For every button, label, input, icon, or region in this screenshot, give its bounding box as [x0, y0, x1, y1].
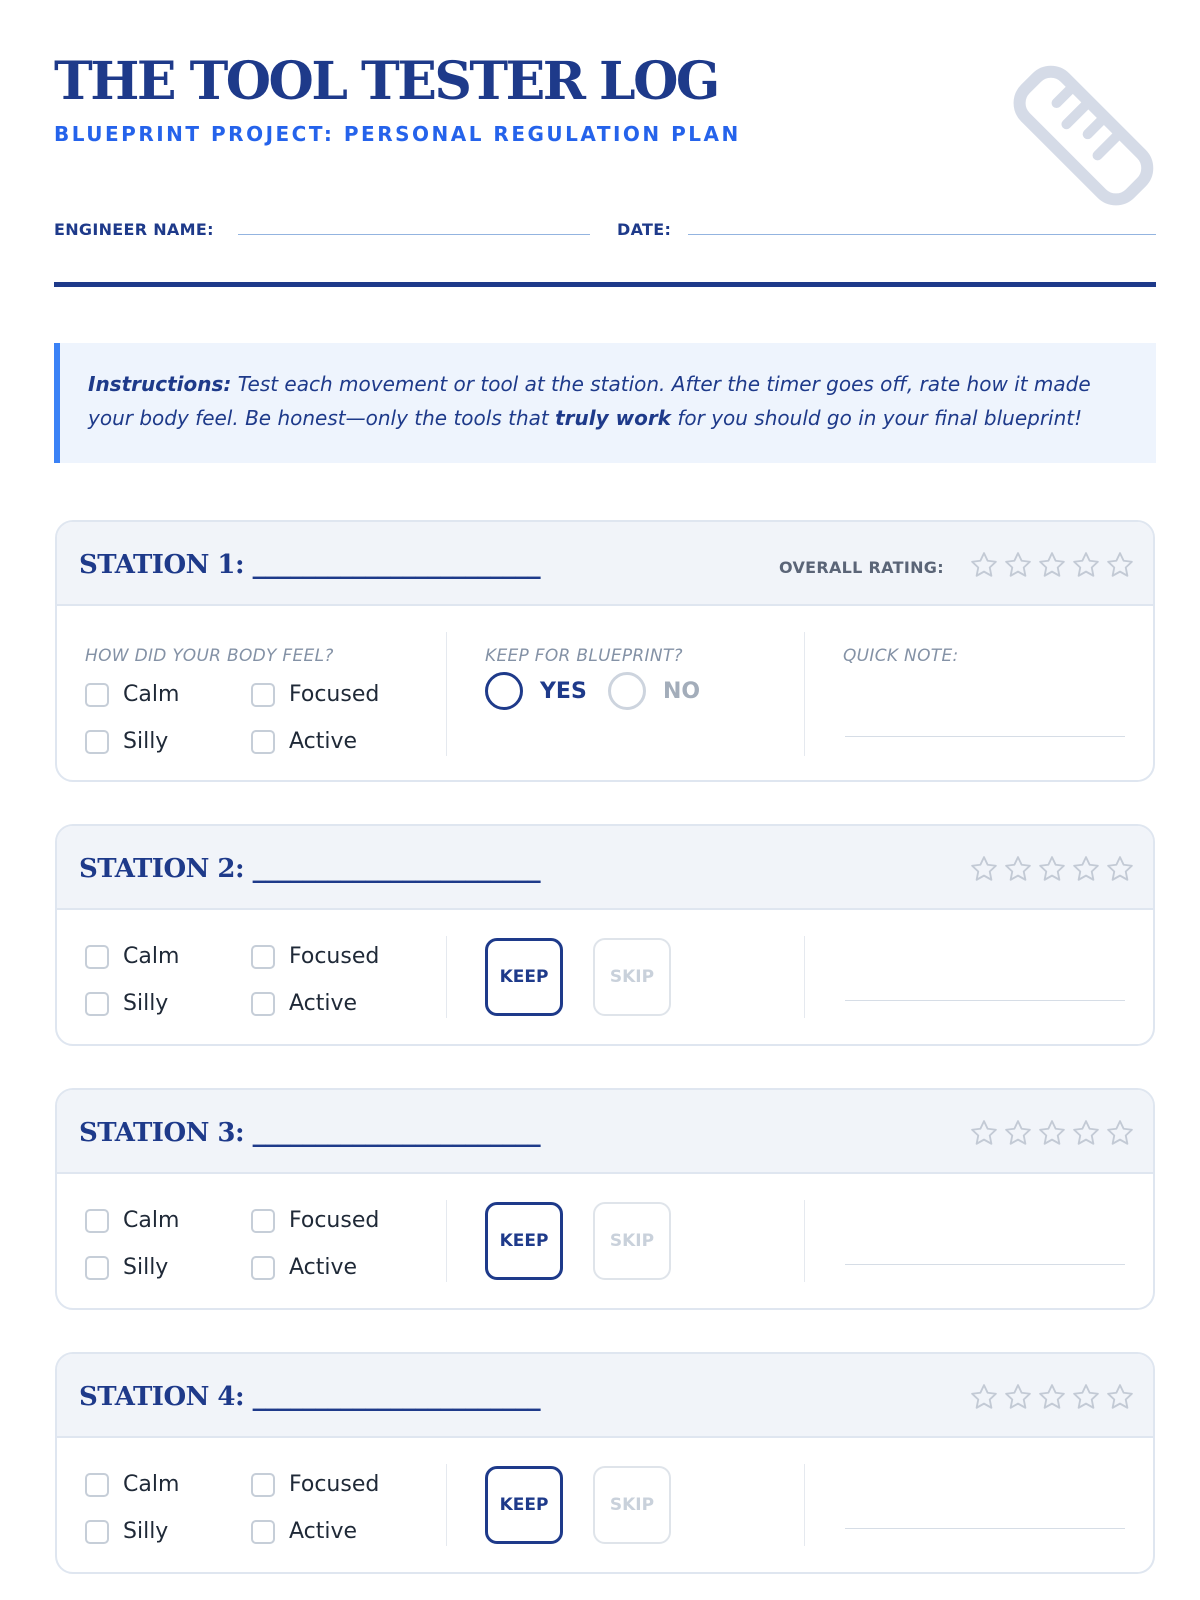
- star-outline-icon[interactable]: [1071, 854, 1101, 884]
- no-label: NO: [663, 679, 701, 704]
- star-rating: [969, 1382, 1139, 1412]
- option-active[interactable]: [251, 1519, 357, 1544]
- checkbox[interactable]: [251, 1520, 275, 1544]
- keep-label: KEEP FOR BLUEPRINT?: [485, 646, 683, 666]
- station-header: [57, 1090, 1153, 1174]
- option-label: Silly: [123, 1519, 169, 1544]
- option-focused[interactable]: [251, 944, 379, 969]
- checkbox[interactable]: [85, 1209, 109, 1233]
- option-calm[interactable]: [85, 1208, 179, 1233]
- keep-button[interactable]: KEEP: [485, 1466, 563, 1544]
- ruler-icon: [1000, 55, 1165, 220]
- star-outline-icon[interactable]: [1003, 1118, 1033, 1148]
- star-rating: [969, 1118, 1139, 1148]
- page-subtitle: BLUEPRINT PROJECT: PERSONAL REGULATION PLAN: [54, 122, 741, 146]
- quick-note-field[interactable]: [845, 736, 1125, 737]
- star-outline-icon[interactable]: [1105, 550, 1135, 580]
- option-silly[interactable]: [85, 1519, 168, 1544]
- option-silly[interactable]: [85, 729, 168, 754]
- info-fields: [54, 216, 1156, 246]
- station-card-3: [55, 1088, 1155, 1310]
- engineer-name-label: ENGINEER NAME:: [54, 220, 214, 239]
- column-divider: [446, 1200, 447, 1282]
- no-radio[interactable]: [608, 672, 646, 710]
- quick-note-field[interactable]: [845, 1000, 1125, 1001]
- overall-rating-label: OVERALL RATING:: [779, 558, 944, 577]
- checkbox[interactable]: [251, 1473, 275, 1497]
- star-outline-icon[interactable]: [969, 854, 999, 884]
- checkbox[interactable]: [85, 945, 109, 969]
- checkbox[interactable]: [85, 730, 109, 754]
- checkbox[interactable]: [85, 1256, 109, 1280]
- keep-button[interactable]: KEEP: [485, 1202, 563, 1280]
- checkbox[interactable]: [251, 683, 275, 707]
- option-label: Calm: [123, 682, 180, 707]
- star-rating: [969, 854, 1139, 884]
- option-label: Silly: [123, 1255, 169, 1280]
- station-title: STATION 3: _______________________: [79, 1118, 541, 1148]
- note-label: QUICK NOTE:: [843, 646, 959, 666]
- star-outline-icon[interactable]: [1071, 1382, 1101, 1412]
- instructions-lead: Instructions:: [88, 372, 232, 396]
- quick-note-field[interactable]: [845, 1264, 1125, 1265]
- skip-button[interactable]: SKIP: [593, 1466, 671, 1544]
- option-label: Silly: [123, 729, 169, 754]
- header-divider: [54, 282, 1156, 287]
- column-divider: [446, 1464, 447, 1546]
- checkbox[interactable]: [251, 730, 275, 754]
- option-calm[interactable]: [85, 944, 179, 969]
- station-title: STATION 2: _______________________: [79, 854, 541, 884]
- column-divider: [804, 632, 805, 756]
- yes-radio[interactable]: [485, 672, 523, 710]
- star-outline-icon[interactable]: [1037, 1118, 1067, 1148]
- column-divider: [804, 1464, 805, 1546]
- option-active[interactable]: [251, 729, 357, 754]
- station-header: [57, 826, 1153, 910]
- star-outline-icon[interactable]: [1003, 854, 1033, 884]
- option-label: Active: [289, 991, 358, 1016]
- option-active[interactable]: [251, 1255, 357, 1280]
- column-divider: [446, 632, 447, 756]
- option-active[interactable]: [251, 991, 357, 1016]
- quick-note-field[interactable]: [845, 1528, 1125, 1529]
- page-header: [54, 51, 1154, 146]
- instructions-text-1: Test each movement or tool at the station. After the timer goes off, rate how it made your body feel. Be honest—only the tools that: [88, 372, 1091, 430]
- star-outline-icon[interactable]: [1037, 550, 1067, 580]
- star-outline-icon[interactable]: [1071, 550, 1101, 580]
- station-card-2: [55, 824, 1155, 1046]
- star-outline-icon[interactable]: [969, 1382, 999, 1412]
- column-divider: [804, 1200, 805, 1282]
- yes-label: YES: [540, 679, 587, 704]
- option-focused[interactable]: [251, 1208, 379, 1233]
- checkbox[interactable]: [85, 1473, 109, 1497]
- instructions-emphasis: truly work: [555, 406, 671, 430]
- column-divider: [804, 936, 805, 1018]
- checkbox[interactable]: [251, 945, 275, 969]
- checkbox[interactable]: [251, 1209, 275, 1233]
- engineer-name-field[interactable]: [238, 234, 590, 235]
- date-field[interactable]: [688, 234, 1156, 235]
- date-label: DATE:: [617, 220, 672, 239]
- page-title: THE TOOL TESTER LOG: [54, 51, 718, 112]
- option-label: Focused: [289, 682, 380, 707]
- option-focused[interactable]: [251, 682, 379, 707]
- instructions-text-2: for you should go in your final blueprint!: [670, 406, 1083, 430]
- option-label: Silly: [123, 991, 169, 1016]
- skip-button[interactable]: SKIP: [593, 938, 671, 1016]
- skip-button[interactable]: SKIP: [593, 1202, 671, 1280]
- checkbox[interactable]: [251, 1256, 275, 1280]
- station-header: [57, 1354, 1153, 1438]
- star-outline-icon[interactable]: [1003, 550, 1033, 580]
- station-title: STATION 4: _______________________: [79, 1382, 541, 1412]
- star-outline-icon[interactable]: [1105, 1118, 1135, 1148]
- option-calm[interactable]: [85, 682, 179, 707]
- star-outline-icon[interactable]: [1105, 1382, 1135, 1412]
- station-header: [57, 522, 1153, 606]
- option-label: Active: [289, 1519, 358, 1544]
- checkbox[interactable]: [251, 992, 275, 1016]
- option-label: Active: [289, 1255, 358, 1280]
- feel-label: HOW DID YOUR BODY FEEL?: [85, 646, 334, 666]
- star-outline-icon[interactable]: [969, 1118, 999, 1148]
- star-outline-icon[interactable]: [1071, 1118, 1101, 1148]
- option-label: Focused: [289, 944, 380, 969]
- instructions-box: [54, 343, 1156, 463]
- star-outline-icon[interactable]: [1037, 854, 1067, 884]
- option-calm[interactable]: [85, 1472, 179, 1497]
- checkbox[interactable]: [85, 1520, 109, 1544]
- option-silly[interactable]: [85, 1255, 168, 1280]
- option-label: Calm: [123, 1208, 180, 1233]
- star-outline-icon[interactable]: [1105, 854, 1135, 884]
- option-label: Calm: [123, 1472, 180, 1497]
- keep-button[interactable]: KEEP: [485, 938, 563, 1016]
- star-outline-icon[interactable]: [1037, 1382, 1067, 1412]
- option-label: Focused: [289, 1208, 380, 1233]
- option-label: Active: [289, 729, 358, 754]
- checkbox[interactable]: [85, 992, 109, 1016]
- station-card-4: [55, 1352, 1155, 1574]
- star-rating: [969, 550, 1139, 580]
- option-label: Focused: [289, 1472, 380, 1497]
- star-outline-icon[interactable]: [1003, 1382, 1033, 1412]
- station-card-1: [55, 520, 1155, 782]
- station-title: STATION 1: _______________________: [79, 550, 541, 580]
- column-divider: [446, 936, 447, 1018]
- star-outline-icon[interactable]: [969, 550, 999, 580]
- option-silly[interactable]: [85, 991, 168, 1016]
- option-focused[interactable]: [251, 1472, 379, 1497]
- checkbox[interactable]: [85, 683, 109, 707]
- option-label: Calm: [123, 944, 180, 969]
